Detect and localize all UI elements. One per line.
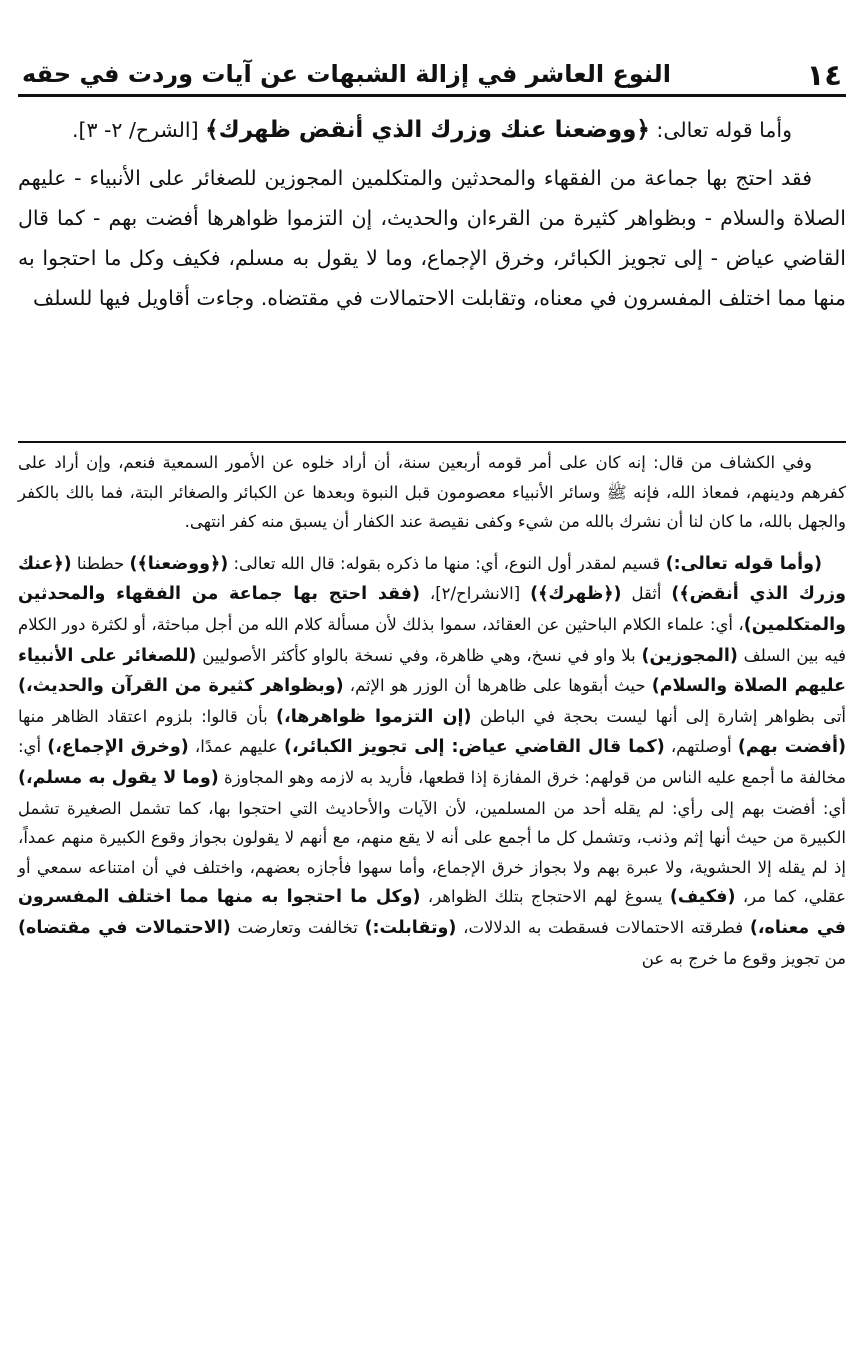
sharh-text: من تجويز وقوع ما خرج به عن xyxy=(641,948,846,968)
page-header xyxy=(18,44,846,94)
verse-reference: [الشرح/ ٢- ٣]. xyxy=(71,118,206,142)
matn-quote: (أفضت بهم) xyxy=(737,737,846,758)
matn-quote: (وتقابلت:) xyxy=(364,917,457,938)
main-text xyxy=(18,110,846,318)
matn-quote: (وخرق الإجماع،) xyxy=(47,737,189,758)
matn-quote: (الاحتمالات في مقتضاه) xyxy=(18,917,231,938)
sharh-text: يسوغ لهم الاحتجاج بتلك الظواهر، xyxy=(420,887,670,907)
kashshaf-footnote: وفي الكشاف من قال: إنه كان على أمر قومه أربعين سنة، أن أراد خلوه عن الأمور السمعية فنعم، وإن أراد على كفرهم ودينهم، فمعاذ الله، فإنه ﷺ وسائر الأنبياء معصومون قبل النبوة وبعدها عن الكبائر والصغائر البتة، فما بالك بالكفر والجهل بالله، ما كان لنا أن نشرك بالله من شيء وكفى نقيصة عند الكفار أن يسبق منه كفر انتهى. xyxy=(18,453,846,532)
sharh-text: قسيم لمقدر أول النوع، أي: منها ما ذكره بقوله: قال الله تعالى: xyxy=(228,553,666,573)
matn-quote: (﴿ظهرك﴾) xyxy=(530,584,622,605)
matn-quote: (المجوزين) xyxy=(641,645,738,666)
sharh-text: بأن قالوا: بلزوم اعتقاد الظاهر منها xyxy=(18,706,277,726)
sharh-text: ، أي: علماء الكلام الباحثين عن العقائد، سموا بذلك لأن مسألة كلام الله من أجل مباحثة، أو لكثرة دور الكلام فيه بين السلف xyxy=(18,614,847,665)
matn-quote: (إن التزموا ظواهرها،) xyxy=(276,706,472,727)
page-number: ١٤ xyxy=(806,58,842,92)
sharh-text: عليهم عمدًا، xyxy=(188,737,285,757)
sharh-text: أثقل xyxy=(621,584,672,604)
sharh-text: حططنا xyxy=(71,553,130,573)
matn-quote: (للصغائر على الأنبياء عليهم الصلاة والسلام) xyxy=(18,645,846,697)
sharh-text: أتى بظواهر إشارة إلى أنها ليست بحجة في الباطن xyxy=(471,706,847,726)
matn-quote: (﴿عنك وزرك الذي أنقض﴾) xyxy=(18,553,846,605)
matn-quote: (وما لا يقول به مسلم،) xyxy=(18,767,219,788)
running-title: النوع العاشر في إزالة الشبهات عن آيات وردت في حقه xyxy=(22,60,671,88)
quran-verse: ﴿ووضعنا عنك وزرك الذي أنقض ظهرك﴾ xyxy=(205,117,650,143)
sharh-text: أوصلتهم، xyxy=(664,737,738,757)
sharh-text: [الانشراح/٢]، xyxy=(420,584,531,604)
sharh-paragraph xyxy=(18,549,846,973)
verse-intro: وأما قوله تعالى: xyxy=(649,118,792,142)
matn-quote: (فقد احتج بها جماعة من الفقهاء والمحدثين والمتكلمين) xyxy=(18,584,846,635)
sharh-text: أي: مخالفة ما أجمع عليه الناس من قولهم: خرق المفازة إذا قطعها، فأريد به لازمه وهو المجاوزة xyxy=(18,737,846,787)
header-rule xyxy=(18,94,846,97)
sharh-text: بلا واو في نسخ، وهي ظاهرة، وفي نسخة بالواو كأكثر الأصوليين xyxy=(196,645,642,665)
sharh-text: فطرقته الاحتمالات فسقطت به الدلالات، xyxy=(456,917,750,937)
matn-quote: (﴿ووضعنا﴾) xyxy=(129,553,229,574)
book-page xyxy=(18,0,846,1359)
matn-quote: (وأما قوله تعالى:) xyxy=(665,553,822,574)
main-paragraph-verse xyxy=(18,110,846,150)
sharh-text: أي: أفضت بهم إلى رأي: لم يقله أحد من المسلمين، لأن الآيات والأحاديث التي احتجوا بها، كما تشمل الصغيرة تشمل الكبيرة من حيث أنها إثم وذنب، وتشمل كل ما أجمع على أنه لا يقع منهم، مع أنهم لا يقولون بجواز وقوع الكبيرة منهم عمداً، إذ لم يقله إلا الحشوية، ولا عبرة بهم ولا بجواز خرق الإجماع، وأما سهوا فأجازه بعضهم، واختلف في أن امتناعه سمعي أو عقلي، كما مر، xyxy=(18,798,846,907)
matn-quote: (فكيف) xyxy=(669,887,736,908)
sharh-text: حيث أبقوها على ظاهرها أن الوزر هو الإثم، xyxy=(343,676,652,696)
commentary xyxy=(18,448,846,973)
matn-quote: (وكل ما احتجوا به منها مما اختلف المفسرون في معناه،) xyxy=(18,887,846,938)
matn-quote: (كما قال القاضي عياض: إلى تجويز الكبائر،) xyxy=(284,737,665,758)
sharh-text: تخالفت وتعارضت xyxy=(230,917,365,937)
matn-quote: (وبظواهر كثيرة من القرآن والحديث،) xyxy=(18,676,344,697)
footnote-rule xyxy=(18,441,846,443)
main-paragraph-body: فقد احتج بها جماعة من الفقهاء والمحدثين والمتكلمين المجوزين للصغائر على الأنبياء - عليهم الصلاة والسلام - وبظواهر كثيرة من القرءان والحديث، إن التزموا ظواهرها أفضت بهم - كما قال القاضي عياض - إلى تجويز الكبائر، وخرق الإجماع، وما لا يقول به مسلم، فكيف وكل ما احتجوا به منها مما اختلف المفسرون في معناه، وتقابلت الاحتمالات في مقتضاه. وجاءت أقاويل فيها للسلف xyxy=(18,166,846,310)
